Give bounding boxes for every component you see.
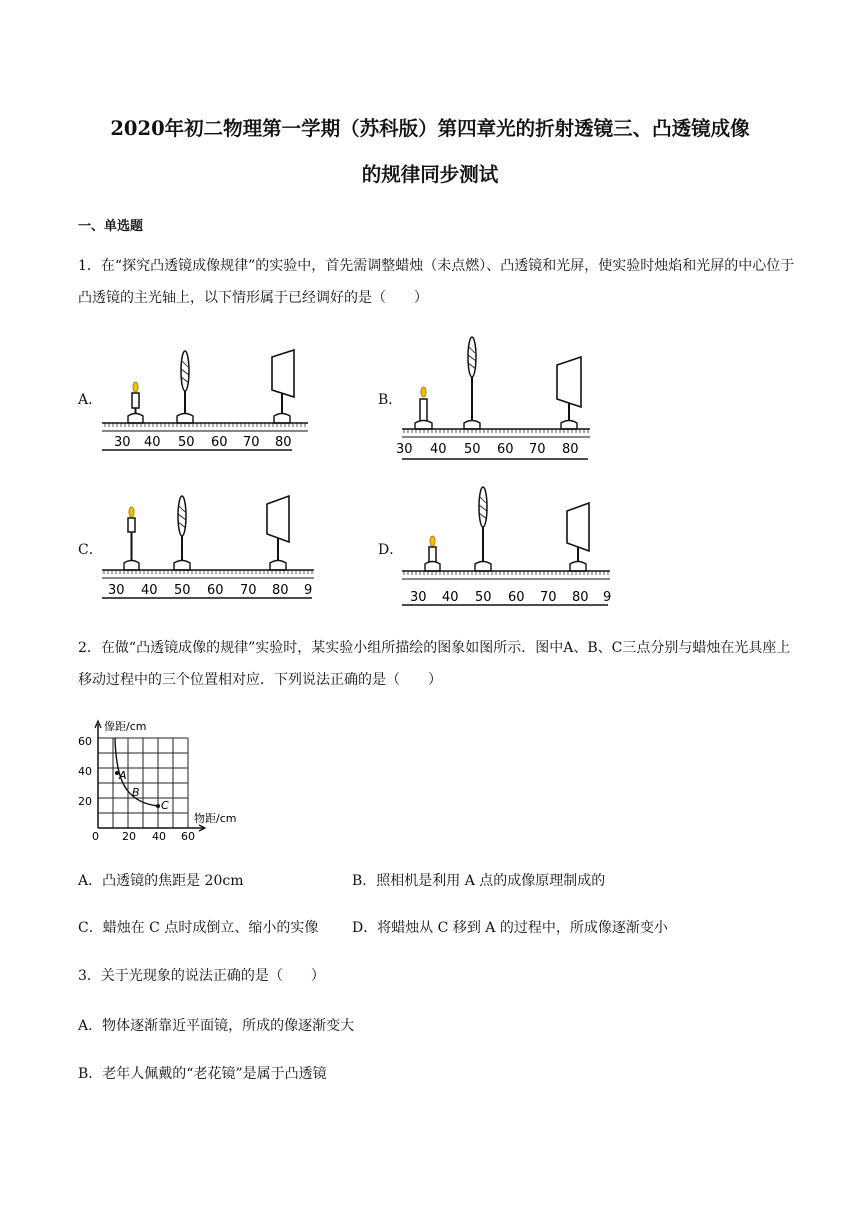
q1-b-tick-50: 50 [464, 442, 481, 457]
q3-option-a: A．物体逐渐靠近平面镜，所成的像逐渐变大 [78, 1018, 355, 1034]
q1-d-tick-40: 40 [442, 590, 459, 605]
q1-option-a-figure [100, 345, 310, 455]
q3-option-b: B．老年人佩戴的“老花镜”是属于凸透镜 [78, 1066, 327, 1082]
document-title-line-1: 2020年初二物理第一学期（苏科版）第四章光的折射透镜三、凸透镜成像 [110, 117, 750, 140]
q1-b-tick-30: 30 [396, 442, 413, 457]
q1-b-tick-40: 40 [430, 442, 447, 457]
q2-ytick-60: 60 [78, 735, 92, 748]
q1-d-tick-70: 70 [540, 590, 557, 605]
q1-d-tick-9: 9 [603, 590, 612, 605]
q2-image-distance-graph [78, 716, 258, 841]
q2-option-b: B．照相机是利用 A 点的成像原理制成的 [352, 873, 606, 889]
q1-a-tick-70: 70 [243, 435, 260, 450]
q1-c-tick-9: 9 [304, 583, 313, 598]
q2-point-a-label: A [119, 769, 127, 782]
q2-ytick-20: 20 [78, 795, 92, 808]
q2-xtick-0: 0 [92, 830, 99, 843]
q1-option-a-label: A． [78, 392, 103, 408]
question-3-text: 3．关于光现象的说法正确的是（ ） [78, 968, 325, 984]
q1-b-tick-80: 80 [562, 442, 579, 457]
q1-d-tick-80: 80 [572, 590, 589, 605]
document-title-line-2: 的规律同步测试 [361, 163, 499, 186]
q1-option-b-label: B． [378, 392, 403, 408]
q1-c-tick-70: 70 [240, 583, 257, 598]
q2-x-axis-label: 物距/cm [194, 812, 237, 825]
q1-a-tick-30: 30 [114, 435, 131, 450]
q2-y-axis-label: 像距/cm [104, 720, 147, 733]
q1-option-b-figure [396, 335, 595, 465]
q2-point-c-label: C [161, 799, 169, 812]
q1-b-tick-60: 60 [497, 442, 514, 457]
q2-point-b-label: B [132, 786, 140, 799]
question-2-text: 2．在做“凸透镜成像的规律”实验时，某实验小组所描绘的图象如图所示．图中A、B、C三点分别与蜡烛在光具座上移动过程中的三个位置相对应．下列说法正确的是（ ） [78, 640, 791, 688]
q1-a-tick-60: 60 [211, 435, 228, 450]
q2-xtick-40: 40 [152, 830, 166, 843]
q1-a-tick-50: 50 [178, 435, 195, 450]
q1-c-tick-40: 40 [141, 583, 158, 598]
q2-option-a: A．凸透镜的焦距是 20cm [78, 873, 244, 889]
q1-d-tick-30: 30 [410, 590, 427, 605]
q1-option-d-label: D． [378, 542, 404, 558]
q1-c-tick-30: 30 [108, 583, 125, 598]
q1-a-tick-80: 80 [275, 435, 292, 450]
q1-option-c-label: C． [78, 542, 103, 558]
q2-option-d: D．将蜡烛从 C 移到 A 的过程中，所成像逐渐变小 [352, 920, 668, 936]
section-heading: 一、单选题 [78, 219, 144, 234]
q1-option-d-figure [400, 485, 615, 610]
q1-option-c-figure [100, 490, 320, 610]
q1-b-tick-70: 70 [529, 442, 546, 457]
q2-xtick-20: 20 [122, 830, 136, 843]
q1-d-tick-60: 60 [508, 590, 525, 605]
question-1-text: 1．在“探究凸透镜成像规律”的实验中，首先需调整蜡烛（未点燃）、凸透镜和光屏，使实验时烛焰和光屏的中心位于凸透镜的主光轴上，以下情形属于已经调好的是（ ） [78, 258, 795, 306]
q1-c-tick-50: 50 [174, 583, 191, 598]
q1-c-tick-60: 60 [207, 583, 224, 598]
q2-xtick-60: 60 [181, 830, 195, 843]
q1-a-tick-40: 40 [144, 435, 161, 450]
q1-c-tick-80: 80 [272, 583, 289, 598]
q1-d-tick-50: 50 [475, 590, 492, 605]
q2-ytick-40: 40 [78, 765, 92, 778]
q2-option-c: C．蜡烛在 C 点时成倒立、缩小的实像 [78, 920, 319, 936]
